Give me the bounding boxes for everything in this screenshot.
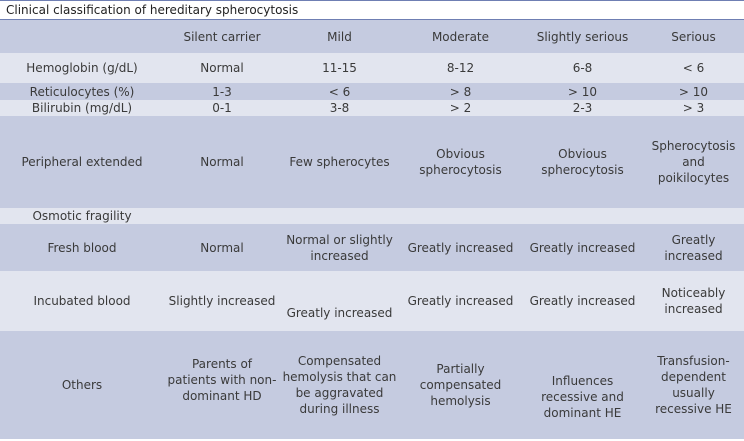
table-cell: Greatly increased: [522, 271, 643, 331]
table-row-fresh-blood: [0, 224, 744, 271]
table-cell: Noticeably increased: [643, 271, 744, 331]
header-cell-blank: [0, 20, 164, 53]
table-cell: < 6: [280, 83, 399, 100]
header-cell-moderate: Moderate: [399, 20, 522, 53]
header-cell-mild: Mild: [280, 20, 399, 53]
table-cell: Spherocytosis and poikilocytes: [643, 116, 744, 208]
table-cell: > 3: [643, 100, 744, 116]
table-cell: 6-8: [522, 53, 643, 83]
cell-text: Parents of patients with non-dominant HD: [167, 357, 277, 403]
table-cell-empty: [643, 208, 744, 224]
row-label: Hemoglobin (g/dL): [0, 53, 164, 83]
header-cell-serious: Serious: [643, 20, 744, 53]
table-cell-empty: [280, 208, 399, 224]
row-label: Bilirubin (mg/dL): [0, 100, 164, 116]
table-cell: 0-1: [164, 100, 280, 116]
table-row-hemoglobin: [0, 53, 744, 83]
table-cell: Normal: [164, 53, 280, 83]
cell-text: Greatly increased: [286, 306, 393, 320]
table-cell-empty: [522, 208, 643, 224]
table-row-bilirubin: [0, 100, 744, 116]
table-cell: Slightly increased: [164, 271, 280, 331]
cell-text: Influences recessive and dominant HE: [541, 374, 624, 420]
table-cell: [522, 331, 643, 439]
table-row-osmotic-fragility: [0, 208, 744, 224]
table-cell: > 8: [399, 83, 522, 100]
row-label: Others: [0, 331, 164, 439]
table-cell: Obvious spherocytosis: [522, 116, 643, 208]
table-cell: < 6: [643, 53, 744, 83]
row-label: Peripheral extended: [0, 116, 164, 208]
row-label: Fresh blood: [0, 224, 164, 271]
section-label: Osmotic fragility: [0, 208, 164, 224]
table-row-reticulocytes: [0, 83, 744, 100]
table-cell: 3-8: [280, 100, 399, 116]
table-cell: Few spherocytes: [280, 116, 399, 208]
table-cell: > 10: [522, 83, 643, 100]
table-cell-empty: [399, 208, 522, 224]
header-row: [0, 20, 744, 53]
row-label: Reticulocytes (%): [0, 83, 164, 100]
table-row-incubated-blood: [0, 271, 744, 331]
table-cell: Compensated hemolysis that can be aggravated during illness: [280, 331, 399, 439]
header-cell-slightly-serious: Slightly serious: [522, 20, 643, 53]
header-cell-silent-carrier: Silent carrier: [164, 20, 280, 53]
table-cell: 1-3: [164, 83, 280, 100]
table-cell-empty: [164, 208, 280, 224]
table-cell: [164, 331, 280, 439]
table-cell: Greatly increased: [522, 224, 643, 271]
table-row-others: [0, 331, 744, 439]
table-cell: Greatly increased: [399, 271, 522, 331]
table-cell: Partially compensated hemolysis: [399, 331, 522, 439]
table-title: Clinical classification of hereditary spherocytosis: [0, 0, 744, 20]
classification-table: [0, 20, 744, 439]
table-cell: > 10: [643, 83, 744, 100]
table-cell: Greatly increased: [643, 224, 744, 271]
table-cell: 11-15: [280, 53, 399, 83]
table-cell: 2-3: [522, 100, 643, 116]
table-row-peripheral: [0, 116, 744, 208]
table-cell: Normal or slightly increased: [280, 224, 399, 271]
table-cell: Greatly increased: [399, 224, 522, 271]
row-label: Incubated blood: [0, 271, 164, 331]
table-cell: Normal: [164, 224, 280, 271]
table-cell: [280, 271, 399, 331]
table-cell: Transfusion-dependent usually recessive HE: [643, 331, 744, 439]
table-cell: Normal: [164, 116, 280, 208]
table-cell: > 2: [399, 100, 522, 116]
table-cell: Obvious spherocytosis: [399, 116, 522, 208]
table-cell: 8-12: [399, 53, 522, 83]
